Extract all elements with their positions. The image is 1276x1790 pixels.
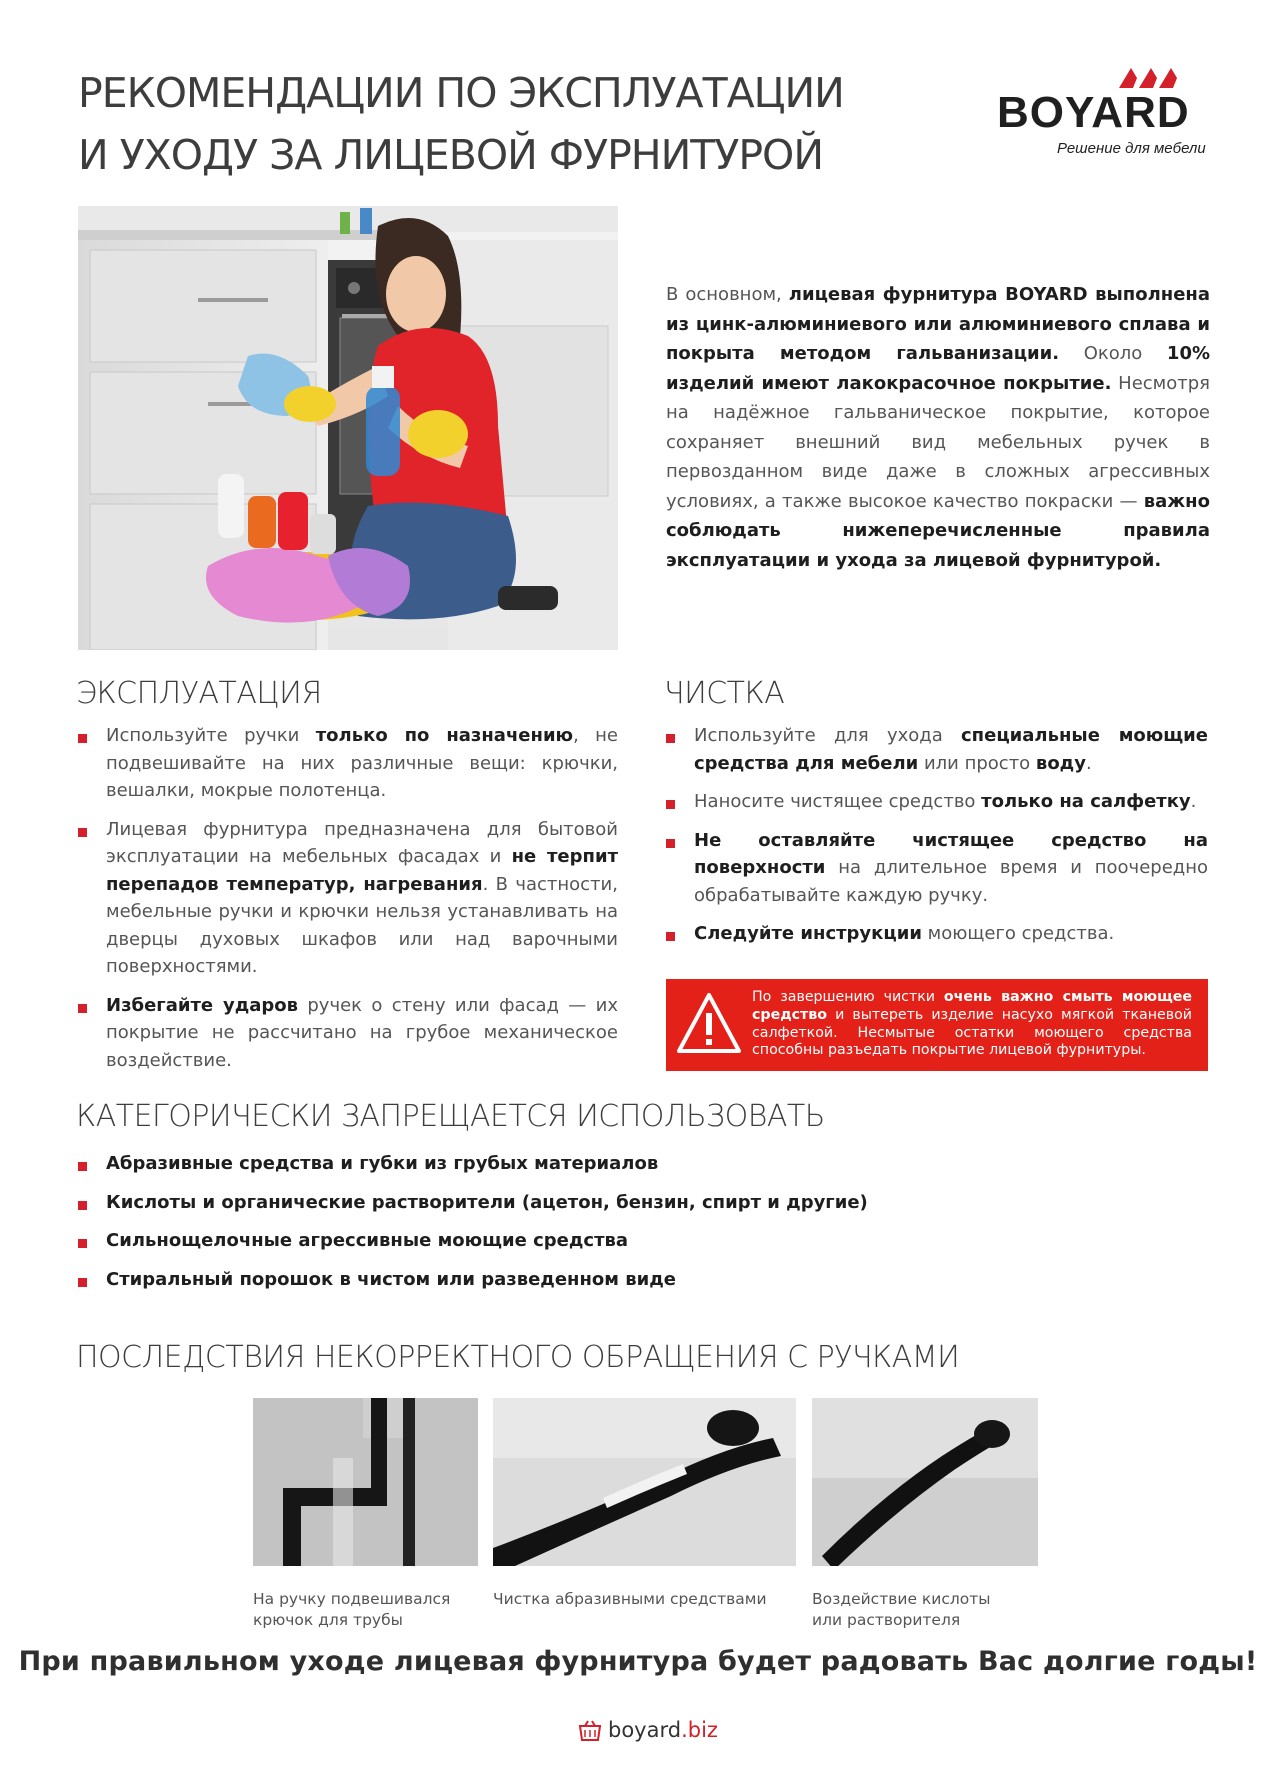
forbidden-list-item: Стиральный порошок в чистом или разведенном виде bbox=[78, 1266, 1078, 1294]
body-text: на длительное время и поочередно обрабатывайте каждую ручку. bbox=[694, 857, 1208, 906]
caption-abrasive: Чистка абразивными средствами bbox=[493, 1590, 767, 1608]
operation-list-item bbox=[78, 816, 618, 981]
emphasis-text: лицевая фурнитура BOYARD выполнена из цинк-алюминиевого или алюминиевого сплава и покрыта методом гальванизации. bbox=[666, 284, 1210, 364]
body-text: Используйте ручки bbox=[106, 725, 316, 746]
body-text: . bbox=[1085, 752, 1092, 774]
cleaning-list-item bbox=[666, 722, 1208, 777]
caption-hook: На ручку подвешивался крючок для трубы bbox=[253, 1590, 451, 1629]
page-title-line-1: РЕКОМЕНДАЦИИ ПО ЭКСПЛУАТАЦИИ bbox=[78, 69, 844, 117]
body-text: Лицевая фурнитура предназначена для бытовой эксплуатации на мебельных фасадах и bbox=[106, 818, 618, 867]
operation-list bbox=[78, 722, 618, 1085]
forbidden-list-item: Сильнощелочные агрессивные моющие средства bbox=[78, 1227, 1078, 1255]
emphasis-text: Избегайте ударов bbox=[106, 994, 299, 1016]
page-title-line-2: И УХОДУ ЗА ЛИЦЕВОЙ ФУРНИТУРОЙ bbox=[78, 131, 823, 179]
warning-text bbox=[752, 989, 1192, 1060]
warning-triangle-icon bbox=[676, 991, 742, 1055]
forbidden-list-item: Кислоты и органические растворители (ацетон, бензин, спирт и другие) bbox=[78, 1189, 1078, 1217]
footer-slogan: При правильном уходе лицевая фурнитура будет радовать Вас долгие годы! bbox=[18, 1646, 1258, 1677]
body-text: Используйте для ухода bbox=[694, 725, 962, 746]
emphasis-text: специальные моющие средства для мебели bbox=[694, 725, 1208, 774]
boyard-logo bbox=[985, 66, 1217, 162]
photo-acid-damage bbox=[812, 1398, 1038, 1566]
emphasis-text: только на салфетку bbox=[981, 791, 1191, 812]
forbidden-list bbox=[78, 1150, 1078, 1304]
body-text: В основном, bbox=[666, 284, 789, 305]
operation-list-item bbox=[78, 992, 618, 1075]
cleaning-list-item bbox=[666, 788, 1208, 816]
section-heading-cleaning: ЧИСТКА bbox=[664, 676, 785, 711]
cleaning-list-item bbox=[666, 920, 1208, 948]
body-text: Наносите чистящее средство bbox=[694, 791, 982, 812]
section-heading-operation: ЭКСПЛУАТАЦИЯ bbox=[76, 676, 322, 711]
section-heading-forbidden: КАТЕГОРИЧЕСКИ ЗАПРЕЩАЕТСЯ ИСПОЛЬЗОВАТЬ bbox=[76, 1099, 825, 1134]
section-heading-consequences: ПОСЛЕДСТВИЯ НЕКОРРЕКТНОГО ОБРАЩЕНИЯ С РУЧКАМИ bbox=[76, 1340, 960, 1375]
operation-list-item bbox=[78, 722, 618, 805]
basket-icon bbox=[578, 1720, 602, 1742]
logo-peaks-icon bbox=[1115, 66, 1197, 90]
body-text: и вытереть изделие насухо мягкой тканевой салфеткой. Несмытые остатки моющего средства способны разъедать покрытие лицевой фурнитуры. bbox=[752, 1006, 1192, 1059]
body-text: По завершению чистки bbox=[752, 989, 944, 1005]
website-text: boyard.biz bbox=[608, 1718, 718, 1742]
emphasis-text: не терпит перепадов температур, нагревания bbox=[106, 846, 619, 895]
emphasis-text: Следуйте инструкции bbox=[694, 923, 922, 944]
emphasis-text: только по назначению bbox=[315, 725, 574, 746]
emphasis-text: Не оставляйте чистящее средство на поверхности bbox=[694, 829, 1208, 878]
intro-paragraph bbox=[666, 280, 1210, 575]
emphasis-text: важно соблюдать нижеперечисленные правила эксплуатации и ухода за лицевой фурнитурой. bbox=[666, 490, 1210, 571]
body-text: , не подвешивайте на них различные вещи: крючки, вешалки, мокрые полотенца. bbox=[106, 725, 618, 801]
page-title bbox=[78, 62, 938, 186]
body-text: . В частности, мебельные ручки и крючки нельзя устанавливать на дверцы духовых шкафов или над варочными поверхностями. bbox=[106, 873, 618, 977]
body-text: Около bbox=[1059, 343, 1167, 364]
body-text: или просто bbox=[918, 752, 1036, 774]
forbidden-list-item: Абразивные средства и губки из грубых материалов bbox=[78, 1150, 1078, 1178]
body-text: Несмотря на надёжное гальваническое покрытие, которое сохраняет внешний вид мебельных ручек в первозданном виде даже в сложных агрессивных условиях, а также высокое качество покраски — bbox=[666, 372, 1211, 512]
logo-brand: BOYARD bbox=[997, 88, 1190, 137]
emphasis-text: воду bbox=[1035, 752, 1086, 774]
emphasis-text: очень важно смыть моющее средство bbox=[752, 989, 1192, 1023]
hero-cleaning-photo bbox=[78, 206, 618, 650]
body-text: моющего средства. bbox=[921, 923, 1115, 944]
logo-tagline: Решение для мебели bbox=[1057, 140, 1206, 157]
caption-acid: Воздействие кислоты или растворителя bbox=[812, 1590, 991, 1629]
photo-hook-damage bbox=[253, 1398, 478, 1566]
body-text: . bbox=[1190, 791, 1197, 812]
body-text: ручек о стену или фасад — их покрытие не рассчитано на грубое механическое воздействие. bbox=[106, 994, 618, 1071]
emphasis-text: 10% изделий имеют лакокрасочное покрытие. bbox=[666, 343, 1211, 394]
website-link[interactable] bbox=[574, 1714, 774, 1748]
cleaning-list bbox=[666, 722, 1208, 959]
warning-box bbox=[666, 979, 1208, 1071]
cleaning-list-item bbox=[666, 827, 1208, 910]
photo-abrasive-damage bbox=[493, 1398, 796, 1566]
